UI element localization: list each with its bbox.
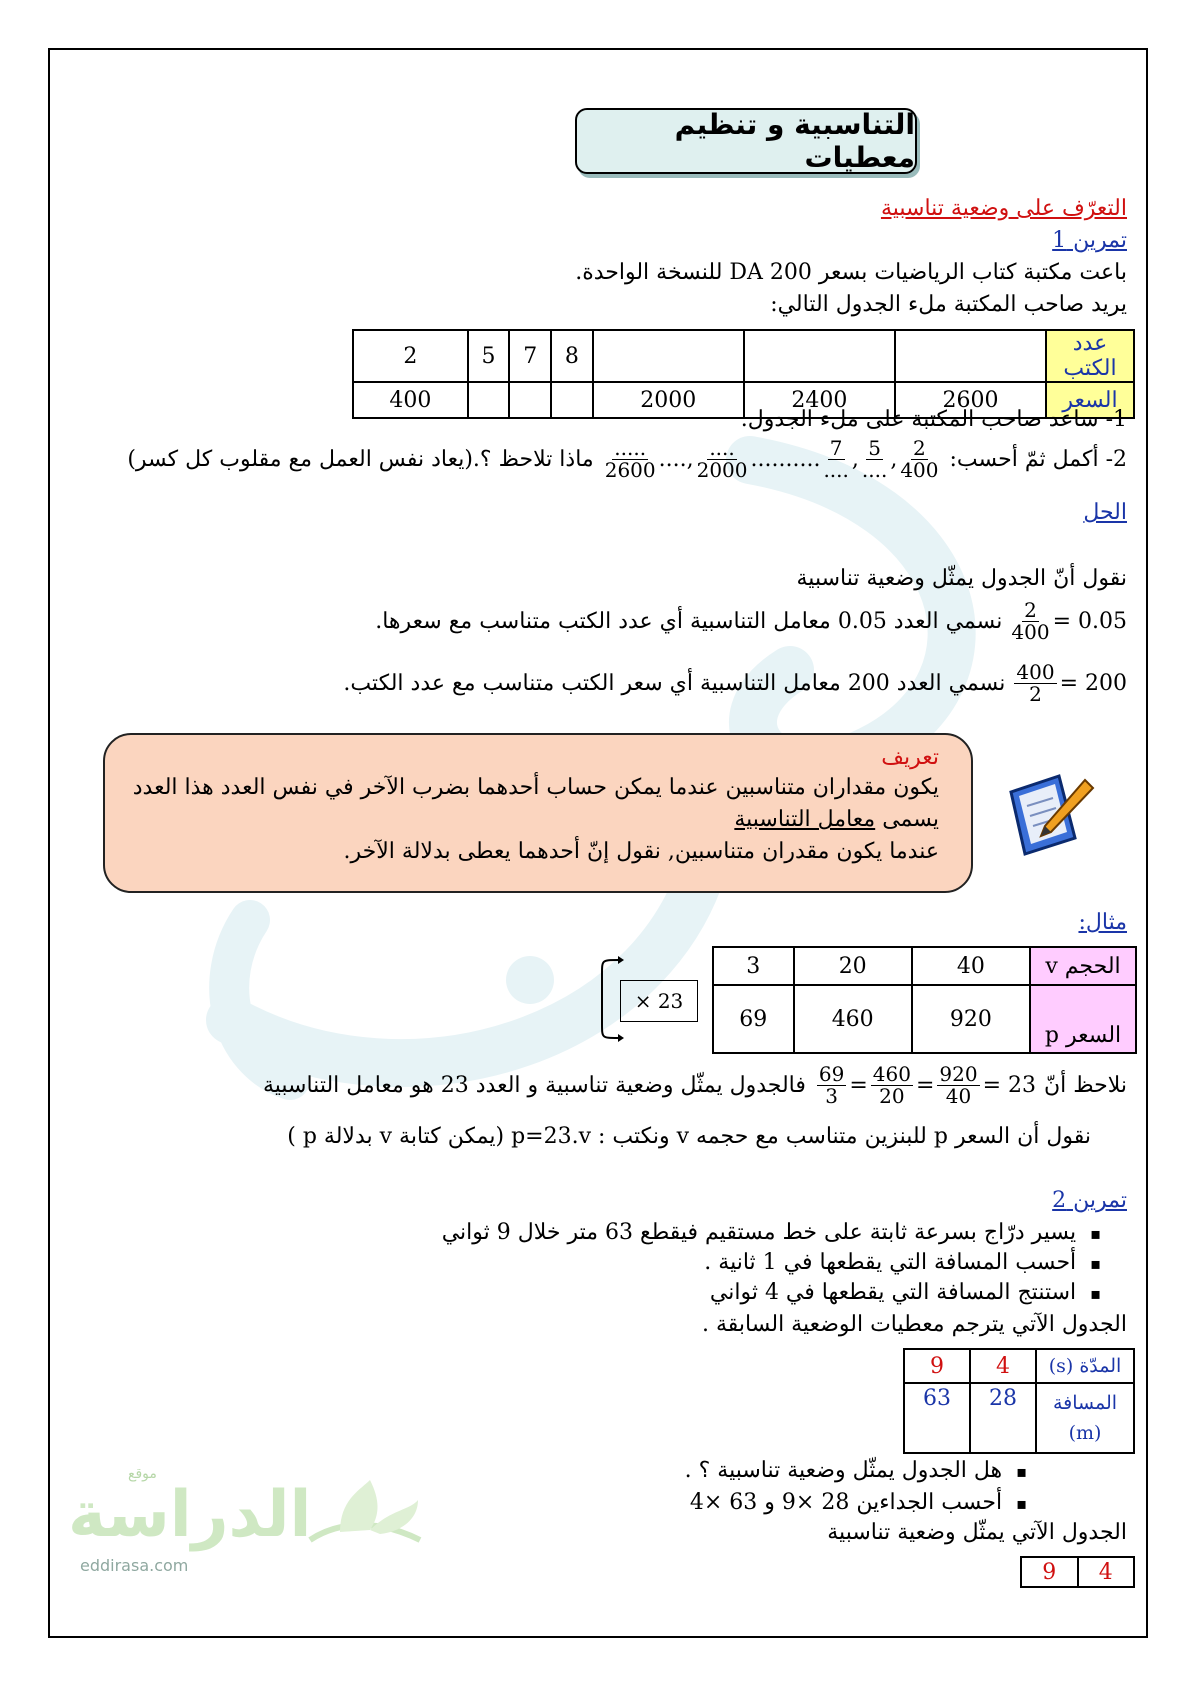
watermark-small: موقع <box>128 1466 157 1482</box>
table-cell: 63 <box>904 1383 970 1453</box>
q2-end: ماذا تلاحظ ؟.(يعاد نفس العمل مع مقلوب كل كسر) <box>127 447 594 472</box>
exercise-1-question-1: 1- ساعد صاحب المكتبة على ملء الجدول. <box>740 407 1127 432</box>
exercise-2-table2-intro: الجدول الآتي يمثّل وضعية تناسبية <box>827 1520 1127 1545</box>
table-header-distance: المسافة (m) <box>1036 1383 1134 1453</box>
exercise-2-table-intro: الجدول الآتي يترجم معطيات الوضعية السابقة . <box>702 1312 1127 1337</box>
table-cell: 8 <box>551 330 593 382</box>
table-cell: 2600 <box>895 382 1046 418</box>
fraction: $\frac{2}{400}$ <box>900 436 939 482</box>
fraction: $\frac{7}{....}$ <box>823 436 849 482</box>
definition-box <box>103 733 973 893</box>
bracket-arrow-icon <box>596 954 626 1044</box>
solution-line-3 <box>343 662 1127 705</box>
fraction: $\frac{2}{400}$ <box>1011 598 1050 644</box>
table-cell <box>551 382 593 418</box>
exercise-2-question-2: ▪ أحسب الجداءين 28 ×9 و 63 ×4 <box>690 1490 1027 1515</box>
note-eq: = 23 <box>982 1073 1036 1098</box>
table-cell: 4 <box>1078 1557 1135 1587</box>
table-header-duration: المدّة (s) <box>1036 1349 1134 1383</box>
exercise-2-bullet-1: ▪ يسير درّاج بسرعة ثابتة على خط مستقيم فيقطع 63 متر خلال 9 ثواني <box>442 1220 1101 1245</box>
table-header-volume: الحجم v <box>1030 947 1136 985</box>
table-cell <box>895 330 1046 382</box>
exercise-2-bullet-2: ▪ أحسب المسافة التي يقطعها في 1 ثانية . <box>704 1250 1101 1275</box>
example-note: نلاحظ أنّ $\frac{69}{3}$ = $\frac{460}{20}$ = $\frac{920}{40}$ = 23 فالجدول يمثّل وضعية تناسبية و العدد 23 هو معامل التناسبية <box>262 1062 1127 1108</box>
exercise-1-question-2: 2- أكمل ثمّ أحسب: $\frac{.....}{2600}$ ...., $\frac{....}{2000}$ .......... $\frac{7}{....}$ , $\frac{5}{....}$ , $\frac{2}{400}$ ماذا تلاحظ ؟.(يعاد نفس العمل مع مقلوب كل كسر) <box>127 436 1127 482</box>
table-cell: 4 <box>970 1349 1036 1383</box>
note-end: فالجدول يمثّل وضعية تناسبية و العدد 23 هو معامل التناسبية <box>262 1073 806 1098</box>
dots: ...., <box>658 447 694 472</box>
table-cell: 40 <box>912 947 1030 985</box>
table-cell: 69 <box>713 985 794 1053</box>
note-start: نلاحظ أنّ <box>1044 1073 1127 1098</box>
books-price-table <box>352 329 1135 419</box>
dots: .......... <box>750 447 821 472</box>
definition-label: تعريف <box>881 745 939 770</box>
fraction: $\frac{400}{2}$ <box>1016 660 1055 706</box>
watermark-logo: الدراسة <box>68 1478 312 1552</box>
table-cell: 20 <box>794 947 912 985</box>
table-cell: 5 <box>468 330 510 382</box>
table-cell: 2 <box>353 330 468 382</box>
table-cell <box>744 330 895 382</box>
exercise-2-label: تمرين 2 <box>1052 1188 1127 1213</box>
result: = 0.05 <box>1052 609 1127 634</box>
exercise-1-line1: باعت مكتبة كتاب الرياضيات بسعر DA 200 للنسخة الواحدة. <box>575 260 1127 285</box>
page-title: التناسبية و تنظيم معطيات <box>575 108 917 174</box>
definition-line-1: يكون مقداران متناسبين عندما يمكن حساب أحدهما بضرب الآخر في نفس العدد هذا العدد <box>132 775 939 800</box>
table-cell: 9 <box>1021 1557 1078 1587</box>
fraction: $\frac{69}{3}$ <box>818 1062 845 1108</box>
q2-start: 2- أكمل ثمّ أحسب: <box>949 447 1127 472</box>
solution-text: نسمي العدد 200 معامل التناسبية أي سعر الكتب متناسب مع عدد الكتب. <box>343 671 1006 696</box>
result: = 200 <box>1059 671 1127 696</box>
exercise-1-label: تمرين 1 <box>1052 228 1127 253</box>
table-cell: 460 <box>794 985 912 1053</box>
table-cell: 3 <box>713 947 794 985</box>
example-line-2: نقول أن السعر p للبنزين متناسب مع حجمه v ونكتب : p=23.v (يمكن كتابة v بدلالة p ) <box>287 1124 1091 1149</box>
notepad-pencil-icon <box>1003 770 1095 860</box>
solution-text: نسمي العدد 0.05 معامل التناسبية أي عدد الكتب متناسب مع سعرها. <box>375 609 1003 634</box>
section-heading: التعرّف على وضعية تناسبية <box>880 196 1127 221</box>
exercise-2-bullet-3: ▪ استنتج المسافة التي يقطعها في 4 ثواني <box>710 1280 1101 1305</box>
table-cell: 920 <box>912 985 1030 1053</box>
volume-price-table <box>712 946 1137 1054</box>
fraction: $\frac{5}{....}$ <box>861 436 888 482</box>
table-cell: 2400 <box>744 382 895 418</box>
definition-line-3: عندما يكون مقدران متناسبين, نقول إنّ أحدهما يعطى بدلالة الآخر. <box>343 839 939 864</box>
fraction: $\frac{460}{20}$ <box>872 1062 911 1108</box>
exercise-2-question-1: ▪ هل الجدول يمثّل وضعية تناسبية ؟ . <box>685 1458 1027 1483</box>
table-cell: 2000 <box>593 382 744 418</box>
table-cell: 28 <box>970 1383 1036 1453</box>
solution-line-1: نقول أنّ الجدول يمثّل وضعية تناسبية <box>796 566 1127 591</box>
multiplier-box: × 23 <box>620 980 698 1022</box>
table-cell: 9 <box>904 1349 970 1383</box>
solution-label: الحل <box>1083 500 1127 525</box>
fraction: $\frac{920}{40}$ <box>939 1062 978 1108</box>
table-cell <box>509 382 551 418</box>
table-cell: 7 <box>509 330 551 382</box>
example-label: مثال: <box>1078 910 1127 935</box>
table-cell <box>593 330 744 382</box>
definition-line-2: يسمى معامل التناسبية <box>734 807 939 832</box>
proportional-table <box>1020 1556 1135 1588</box>
fraction: $\frac{.....}{2600}$ <box>604 436 656 482</box>
table-cell <box>468 382 510 418</box>
exercise-1-line2: يريد صاحب المكتبة ملء الجدول التالي: <box>770 292 1127 317</box>
duration-distance-table <box>903 1348 1135 1454</box>
book-leaf-icon <box>300 1470 430 1560</box>
table-header-price: السعر <box>1046 382 1134 418</box>
fraction: $\frac{....}{2000}$ <box>696 436 748 482</box>
table-header-price: السعر p <box>1030 985 1136 1053</box>
table-header-books: عدد الكتب <box>1046 330 1134 382</box>
solution-line-2 <box>375 600 1127 643</box>
table-cell: 400 <box>353 382 468 418</box>
watermark-url: eddirasa.com <box>80 1556 189 1575</box>
